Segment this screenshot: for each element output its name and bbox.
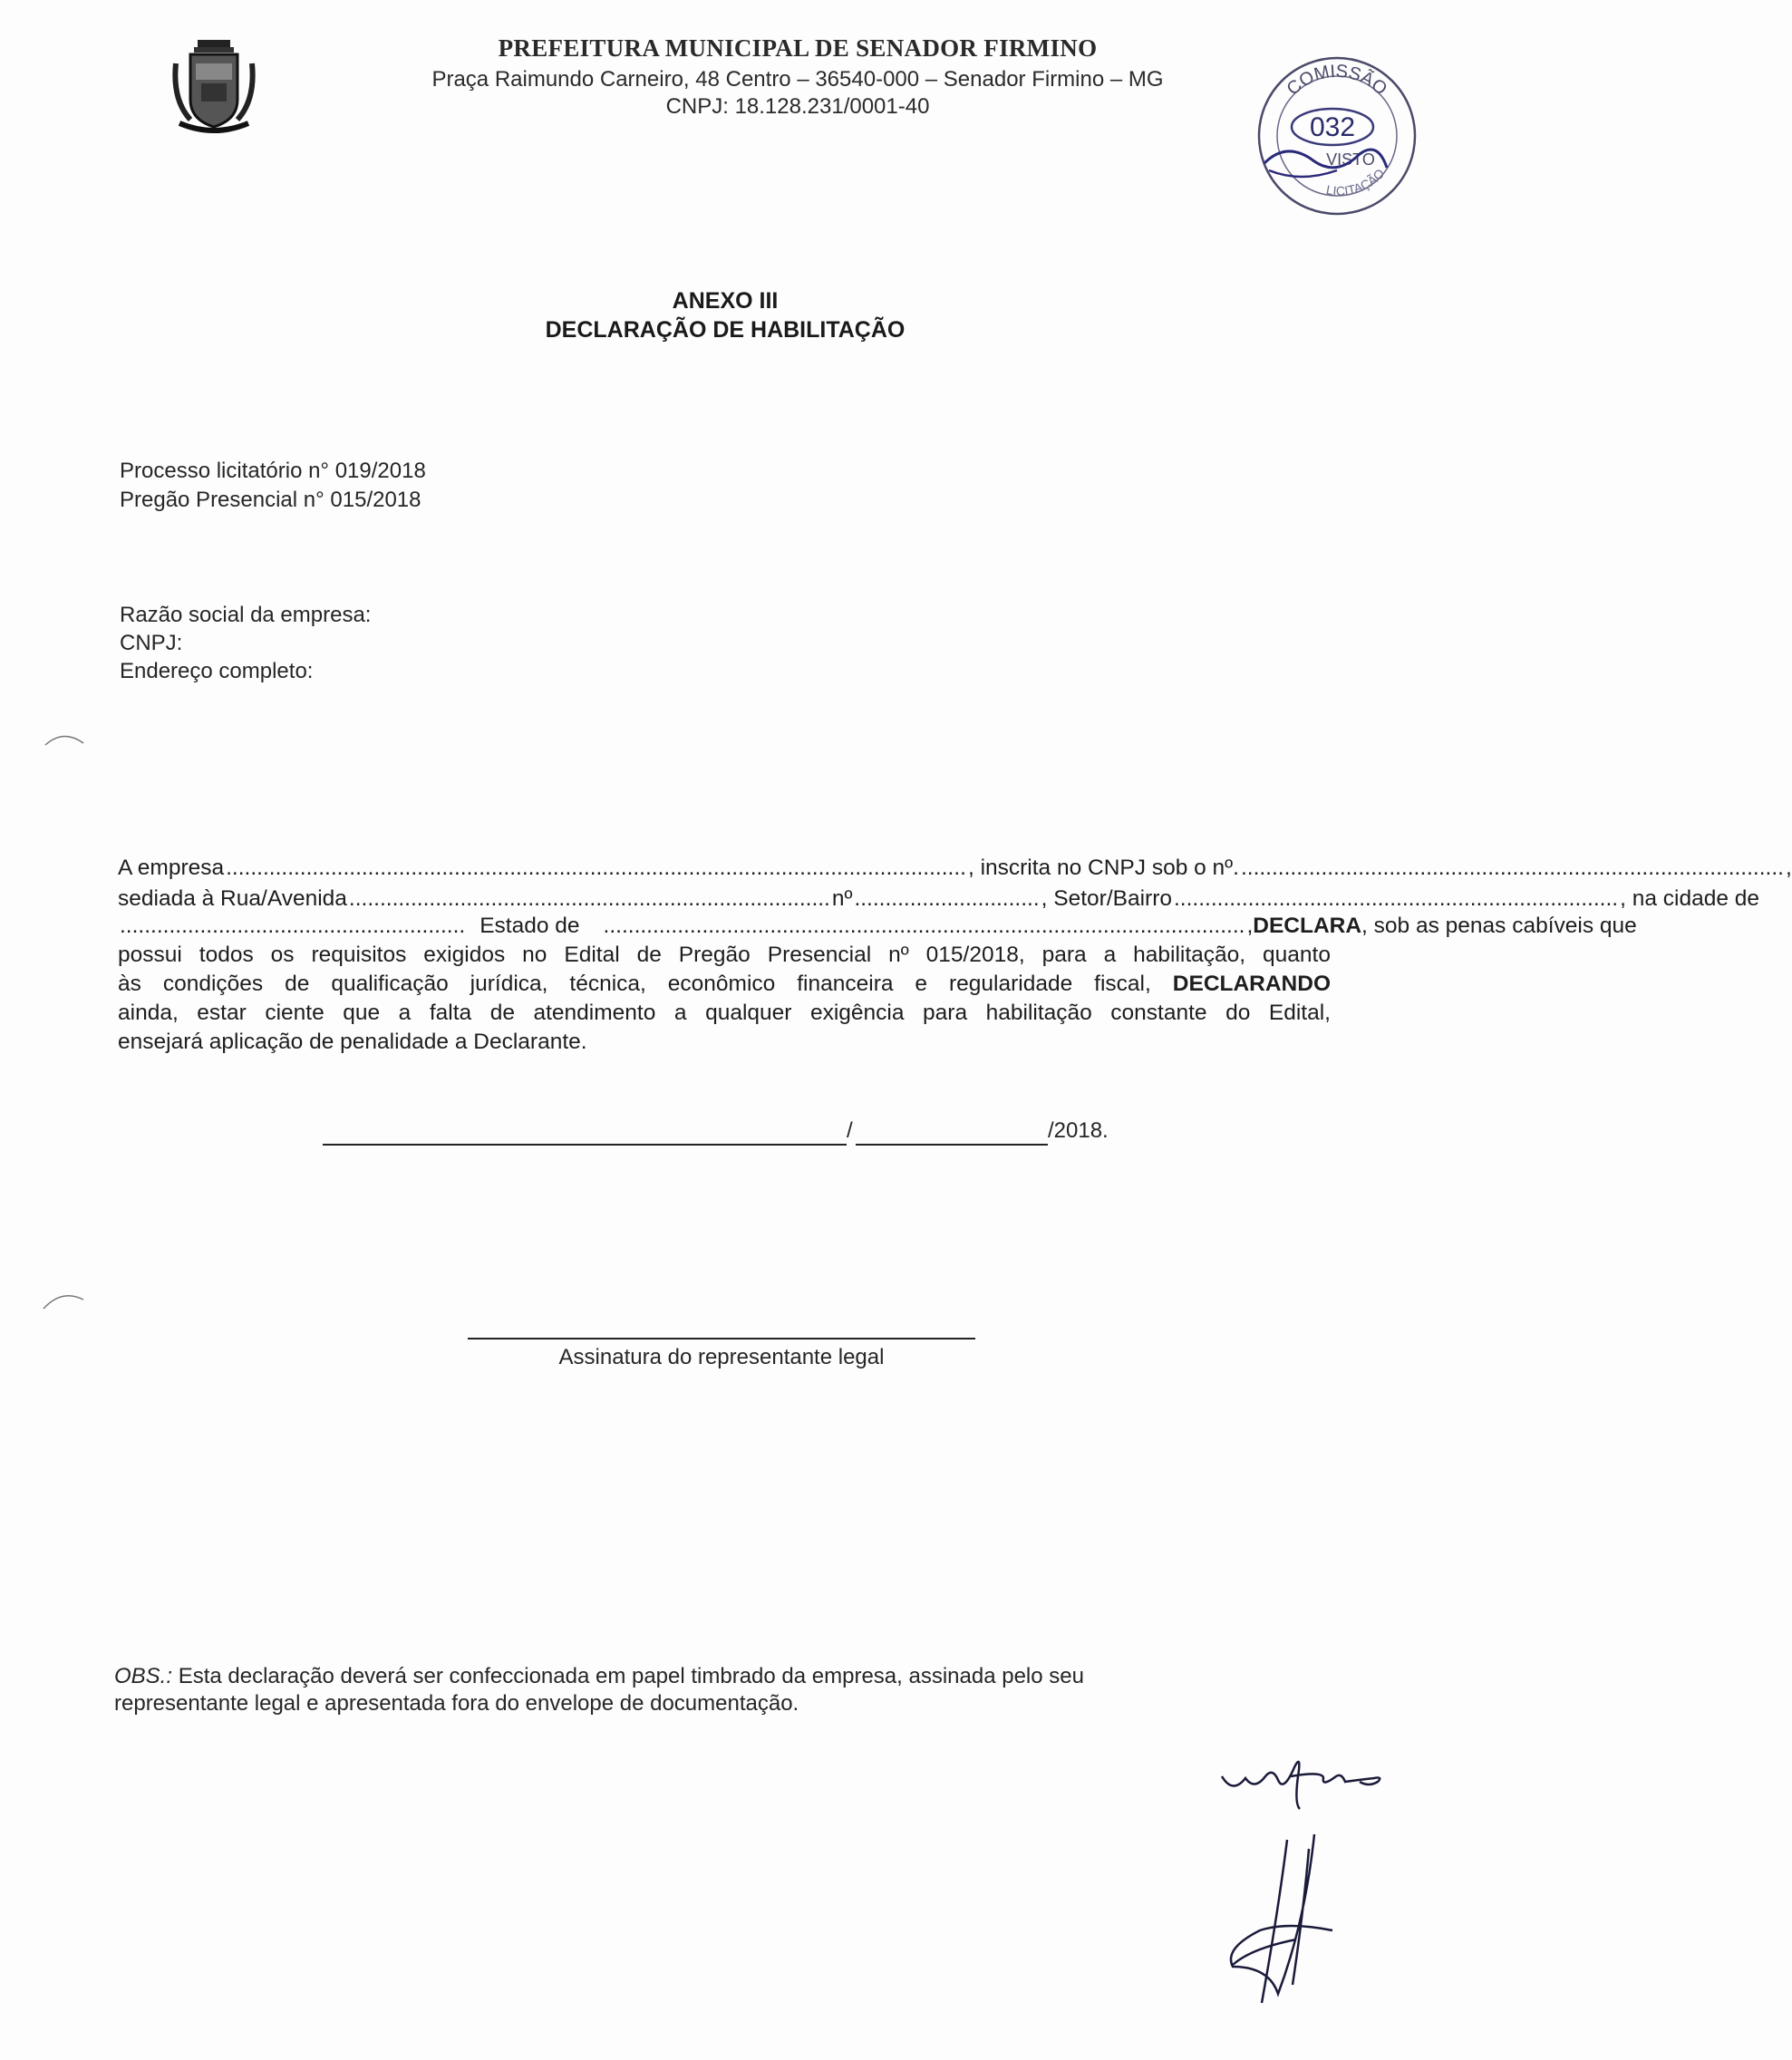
declaration-title: DECLARAÇÃO DE HABILITAÇÃO xyxy=(545,317,906,343)
body-line-3 xyxy=(118,914,1637,939)
obs-line-1 xyxy=(114,1664,1084,1689)
body-line-5 xyxy=(118,972,1331,997)
body-line-1 xyxy=(118,856,1792,881)
annex-title: ANEXO III xyxy=(672,288,779,314)
body-text: , na cidade de xyxy=(1620,886,1760,911)
stamp-number: 032 xyxy=(1309,112,1356,142)
header-cnpj: CNPJ: 18.128.231/0001-40 xyxy=(665,94,930,119)
date-separator: / xyxy=(847,1118,853,1143)
body-line-4: possui todos os requisitos exigidos no Edital de Pregão Presencial nº 015/2018, para a habilitação, quanto xyxy=(118,943,1331,967)
body-text: , Setor/Bairro xyxy=(1041,886,1172,911)
body-line-7: ensejará aplicação de penalidade a Declarante. xyxy=(118,1030,587,1054)
body-text: sediada à Rua/Avenida xyxy=(118,886,347,911)
declarando-bold: DECLARANDO xyxy=(1172,972,1331,996)
dotted-blank: ........................................................................ xyxy=(1174,886,1619,911)
obs-prefix: OBS.: xyxy=(114,1664,173,1688)
company-name-label: Razão social da empresa: xyxy=(120,603,372,627)
stamp-middle-text: VISTO xyxy=(1326,150,1375,169)
body-line-6: ainda, estar ciente que a falta de atendimento a qualquer exigência para habilitação constante do Edital, xyxy=(118,1001,1331,1025)
obs-line-2: representante legal e apresentada fora do envelope de documentação. xyxy=(114,1691,799,1716)
dotted-blank: ........................................................ xyxy=(120,914,466,938)
header-address: Praça Raimundo Carneiro, 48 Centro – 36540-000 – Senador Firmino – MG xyxy=(431,67,1164,92)
header-title: PREFEITURA MUNICIPAL DE SENADOR FIRMINO xyxy=(498,34,1098,62)
stamp-bottom-text: LICITAÇÃO xyxy=(1324,166,1388,198)
handwritten-signature-icon xyxy=(1215,1831,1378,2012)
body-text: , xyxy=(1246,914,1254,938)
dotted-blank: .............................. xyxy=(854,886,1040,911)
dotted-blank: ........................................................................................................ xyxy=(603,914,1245,938)
dotted-blank: ........................................................................................ xyxy=(1240,856,1784,880)
declara-bold: DECLARA xyxy=(1253,914,1362,938)
date-year: /2018. xyxy=(1048,1118,1109,1143)
scan-mark xyxy=(36,1285,91,1312)
signature-line xyxy=(468,1338,975,1339)
date-place-line xyxy=(323,1144,847,1146)
company-cnpj-label: CNPJ: xyxy=(120,631,183,655)
body-text: A empresa xyxy=(118,856,225,880)
body-text: , inscrita no CNPJ sob o nº. xyxy=(967,856,1239,880)
body-text: às condições de qualificação jurídica, técnica, econômico financeira e regularidade fiscal, xyxy=(118,972,1151,996)
body-text: , sob as penas cabíveis que xyxy=(1361,914,1637,938)
dotted-blank: ........................................................................................................................ xyxy=(226,856,966,880)
obs-text: Esta declaração deverá ser confeccionada em papel timbrado da empresa, assinada pelo seu xyxy=(172,1664,1084,1688)
pregao-number: Pregão Presencial n° 015/2018 xyxy=(120,488,421,512)
municipal-crest-icon xyxy=(170,36,257,138)
signature-label: Assinatura do representante legal xyxy=(558,1345,885,1369)
body-text: nº xyxy=(831,886,853,911)
stamp-top-text: COMISSÃO xyxy=(1283,61,1391,100)
body-text: Estado de xyxy=(479,914,580,938)
handwritten-rubric-icon xyxy=(1215,1740,1396,1813)
date-month-line xyxy=(856,1144,1048,1146)
body-text: , xyxy=(1785,856,1792,880)
process-number: Processo licitatório n° 019/2018 xyxy=(120,459,426,483)
commission-stamp xyxy=(1251,54,1423,218)
body-line-2 xyxy=(118,886,1760,912)
company-address-label: Endereço completo: xyxy=(120,659,314,683)
scan-mark xyxy=(36,725,91,752)
dotted-blank: .............................................................................. xyxy=(348,886,830,911)
